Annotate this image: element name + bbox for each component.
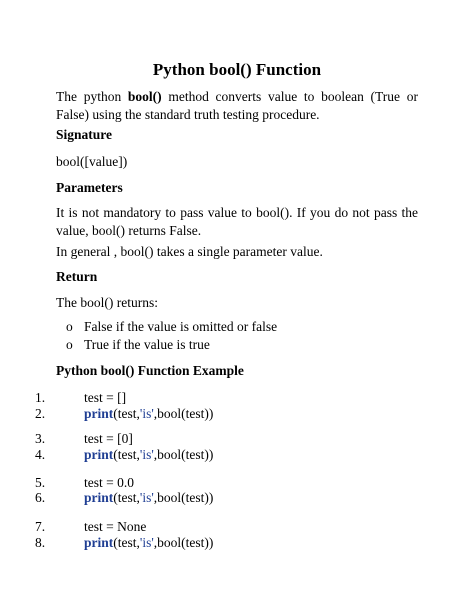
code-line: [0, 534, 474, 552]
line-number: 5.: [35, 475, 46, 490]
page-title: Python bool() Function: [152, 60, 322, 79]
return-bullet: [66, 318, 277, 336]
code-line: [0, 489, 474, 507]
line-number: 2.: [35, 406, 46, 421]
code-keyword: print: [84, 490, 114, 505]
code-keyword: print: [84, 447, 114, 462]
code-text: [84, 534, 213, 552]
line-number: 1.: [35, 390, 46, 405]
line-number: 7.: [35, 519, 46, 534]
code-string: 'is': [139, 490, 154, 505]
line-number: 3.: [35, 431, 46, 446]
code-part: (test,: [113, 406, 140, 421]
code-text: test = [0]: [84, 431, 133, 446]
parameters-paragraph-2: In general , bool() takes a single parameter value.: [56, 244, 323, 259]
code-string: 'is': [139, 447, 154, 462]
bullet-text: True if the value is true: [84, 337, 210, 352]
code-text: test = []: [84, 390, 127, 405]
code-text: test = None: [84, 519, 147, 534]
code-string: 'is': [139, 406, 154, 421]
bullet-text: False if the value is omitted or false: [84, 319, 278, 334]
code-keyword: print: [84, 406, 114, 421]
code-text: [84, 489, 213, 507]
parameters-paragraph-1: It is not mandatory to pass value to bool(). If you do not pass the value, bool() returns False.: [56, 205, 418, 238]
code-part: (test,: [113, 490, 140, 505]
return-heading: Return: [56, 269, 98, 284]
intro-text-start: The python: [56, 89, 128, 104]
intro-bold-term: bool(): [127, 89, 162, 104]
code-part: ,bool(test)): [153, 535, 214, 550]
code-line: [0, 446, 474, 464]
intro-text-end: method converts value to boolean (True or False) using the standard truth testing procedure.: [56, 89, 418, 122]
code-text: [84, 405, 213, 423]
code-part: (test,: [113, 535, 140, 550]
return-bullet: [66, 336, 210, 354]
bullet-marker: o: [66, 319, 73, 334]
code-line: [0, 405, 474, 423]
line-number: 4.: [35, 447, 46, 462]
intro-paragraph: [56, 88, 418, 124]
example-heading: Python bool() Function Example: [56, 363, 244, 378]
code-part: ,bool(test)): [153, 406, 214, 421]
code-part: ,bool(test)): [153, 490, 214, 505]
code-text: test = 0.0: [84, 475, 134, 490]
code-string: 'is': [139, 535, 154, 550]
bullet-marker: o: [66, 337, 73, 352]
code-keyword: print: [84, 535, 114, 550]
line-number: 6.: [35, 490, 46, 505]
code-part: (test,: [113, 447, 140, 462]
code-text: [84, 446, 213, 464]
parameters-heading: Parameters: [56, 180, 123, 195]
line-number: 8.: [35, 535, 46, 550]
signature-text: bool([value]): [56, 154, 128, 169]
signature-heading: Signature: [56, 127, 113, 142]
code-part: ,bool(test)): [153, 447, 214, 462]
return-text: The bool() returns:: [56, 295, 158, 310]
